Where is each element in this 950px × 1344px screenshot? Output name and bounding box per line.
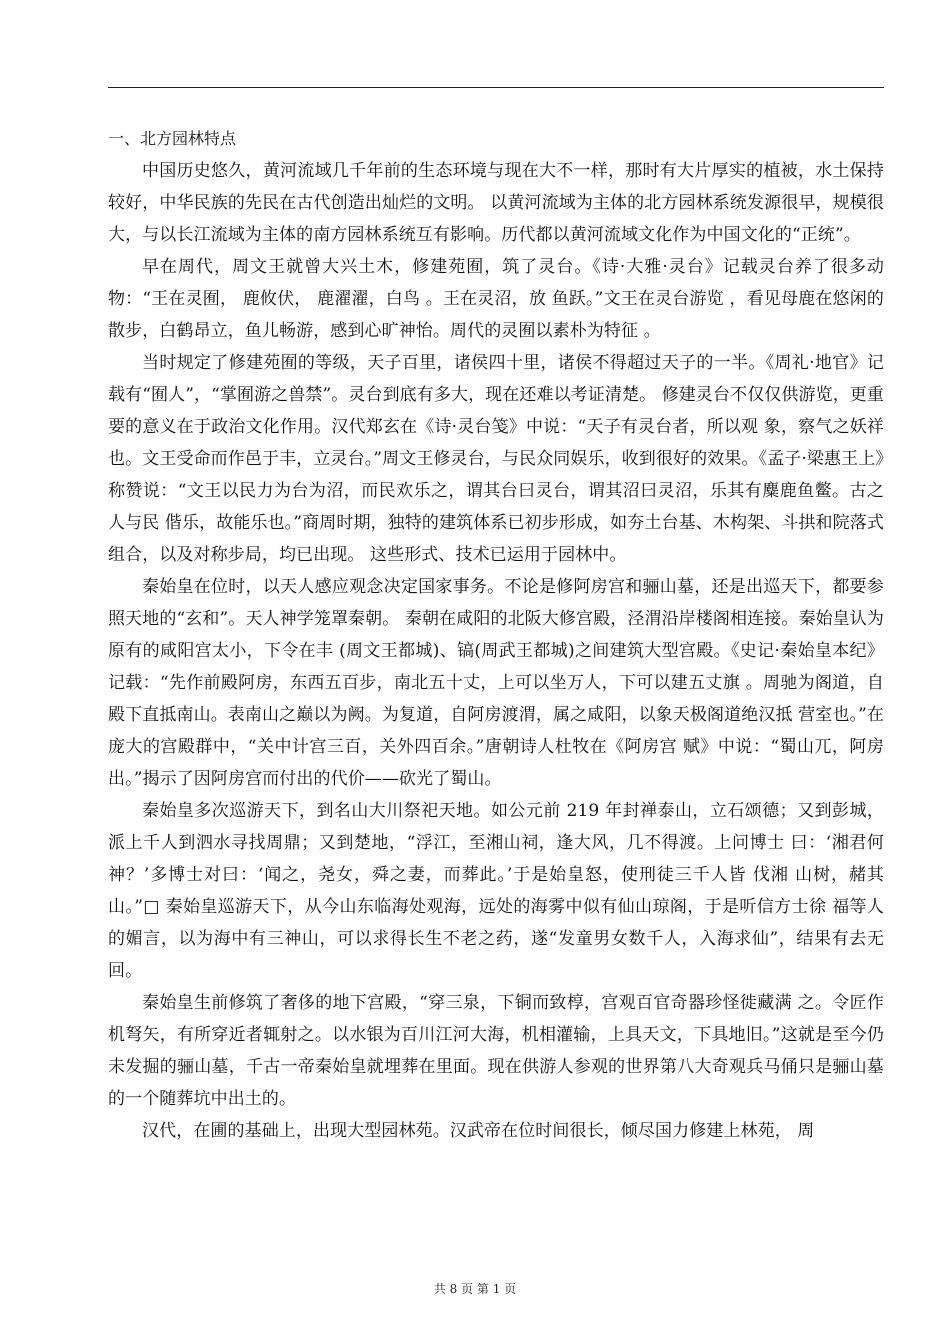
paragraph-5: 秦始皇多次巡游天下，到名山大川祭祀天地。如公元前 219 年封禅泰山，立石颂德；又到彭城，派上千人到泗水寻找周鼎；又到楚地，“浮江，至湘山祠，逢大风，几不得渡。上问博士 曰：‘湘君何神？’多博士对曰：‘闻之，尧女，舜之妻，而葬此。’于是始皇怒，使刑徒三千人皆 伐湘 山树，赭其山。”□ 秦始皇巡游天下，从今山东临海处观海，远处的海雾中似有仙山琼阁，于是听信方士徐 福等人的媚言，以为海中有三神山，可以求得长生不老之药，遂“发童男女数千人，入海求仙”，结果有去无回。 [108, 801, 884, 981]
paragraph-4: 秦始皇在位时，以天人感应观念决定国家事务。不论是修阿房宫和骊山墓，还是出巡天下，都要参照天地的“玄和”。天人神学笼罩秦朝。 秦朝在咸阳的北阪大修宫殿，泾渭沿岸楼阁相连接。秦始皇认为原有的咸阳宫太小，下令在丰 (周文王都城)、镐(周武王都城)之间建筑大型宫殿。《史记·秦始皇本纪》记载：“先作前殿阿房，东西五百步，南北五十丈，上可以坐万人，下可以建五丈旗 。周驰为阁道，自 殿下直抵南山。表南山之巅以为阙。为复道，自阿房渡渭，属之咸阳，以象天极阁道绝汉抵 营室也。”在庞大的宫殿群中，“关中计宫三百，关外四百余。”唐朝诗人杜牧在《阿房宫 赋》中说：“蜀山兀，阿房出。”揭示了因阿房宫而付出的代价——砍光了蜀山。 [108, 577, 884, 789]
paragraph-6: 秦始皇生前修筑了奢侈的地下宫殿，“穿三泉，下铜而致椁，宫观百官奇器珍怪徙藏满 之。令匠作机弩矢，有所穿近者辄射之。以水银为百川江河大海，机相灌输，上具天文，下具地旧。”这就是至今仍未发掘的骊山墓，千古一帝秦始皇就埋葬在里面。现在供游人参观的世界第八大奇观兵马俑只是骊山墓的一个随葬坑中出土的。 [108, 993, 884, 1109]
paragraph-3: 当时规定了修建苑囿的等级，天子百里，诸侯四十里，诸侯不得超过天子的一半。《周礼·地官》记载有“囿人”，“掌囿游之兽禁”。灵台到底有多大，现在还难以考证清楚。 修建灵台不仅仅供游览，更重要的意义在于政治文化作用。汉代郑玄在《诗·灵台笺》中说：“天子有灵台者，所以观 象，察气之妖祥也。文王受命而作邑于丰，立灵台。”周文王修灵台，与民众同娱乐，收到很好的效果。《孟子·梁惠王上》称赞说：“文王以民力为台为沼，而民欢乐之，谓其台曰灵台，谓其沼曰灵沼，乐其有麋鹿鱼鳖。古之人与民 偕乐，故能乐也。”商周时期，独特的建筑体系已初步形成，如夯土台基、木构架、斗拱和院落式组合，以及对称步局，均已出现。 这些形式、技术已运用于园林中。 [108, 353, 884, 565]
page-footer: 共 8 页 第 1 页 [433, 1282, 517, 1296]
document-body [108, 123, 884, 1147]
paragraph-2: 早在周代，周文王就曾大兴土木，修建苑囿，筑了灵台。《诗·大雅·灵台》记载灵台养了很多动物：“王在灵囿， 鹿攸伏， 鹿濯濯，白鸟 。王在灵沼，放 鱼跃。”文王在灵台游览 ，看见母鹿在悠闲的散步，白鹤昂立，鱼儿畅游，感到心旷神怡。周代的灵囿以素朴为特征 。 [108, 257, 884, 341]
header-rule [108, 87, 884, 88]
paragraph-1: 中国历史悠久，黄河流域几千年前的生态环境与现在大不一样，那时有大片厚实的植被，水土保持较好，中华民族的先民在古代创造出灿烂的文明。 以黄河流域为主体的北方园林系统发源很早，规模很大，与以长江流域为主体的南方园林系统互有影响。历代都以黄河流域文化作为中国文化的“正统”。 [108, 161, 884, 245]
section-heading: 一、北方园林特点 [108, 129, 237, 148]
paragraph-7: 汉代，在圃的基础上，出现大型园林苑。汉武帝在位时间很长，倾尽国力修建上林苑， 周 [142, 1121, 815, 1141]
